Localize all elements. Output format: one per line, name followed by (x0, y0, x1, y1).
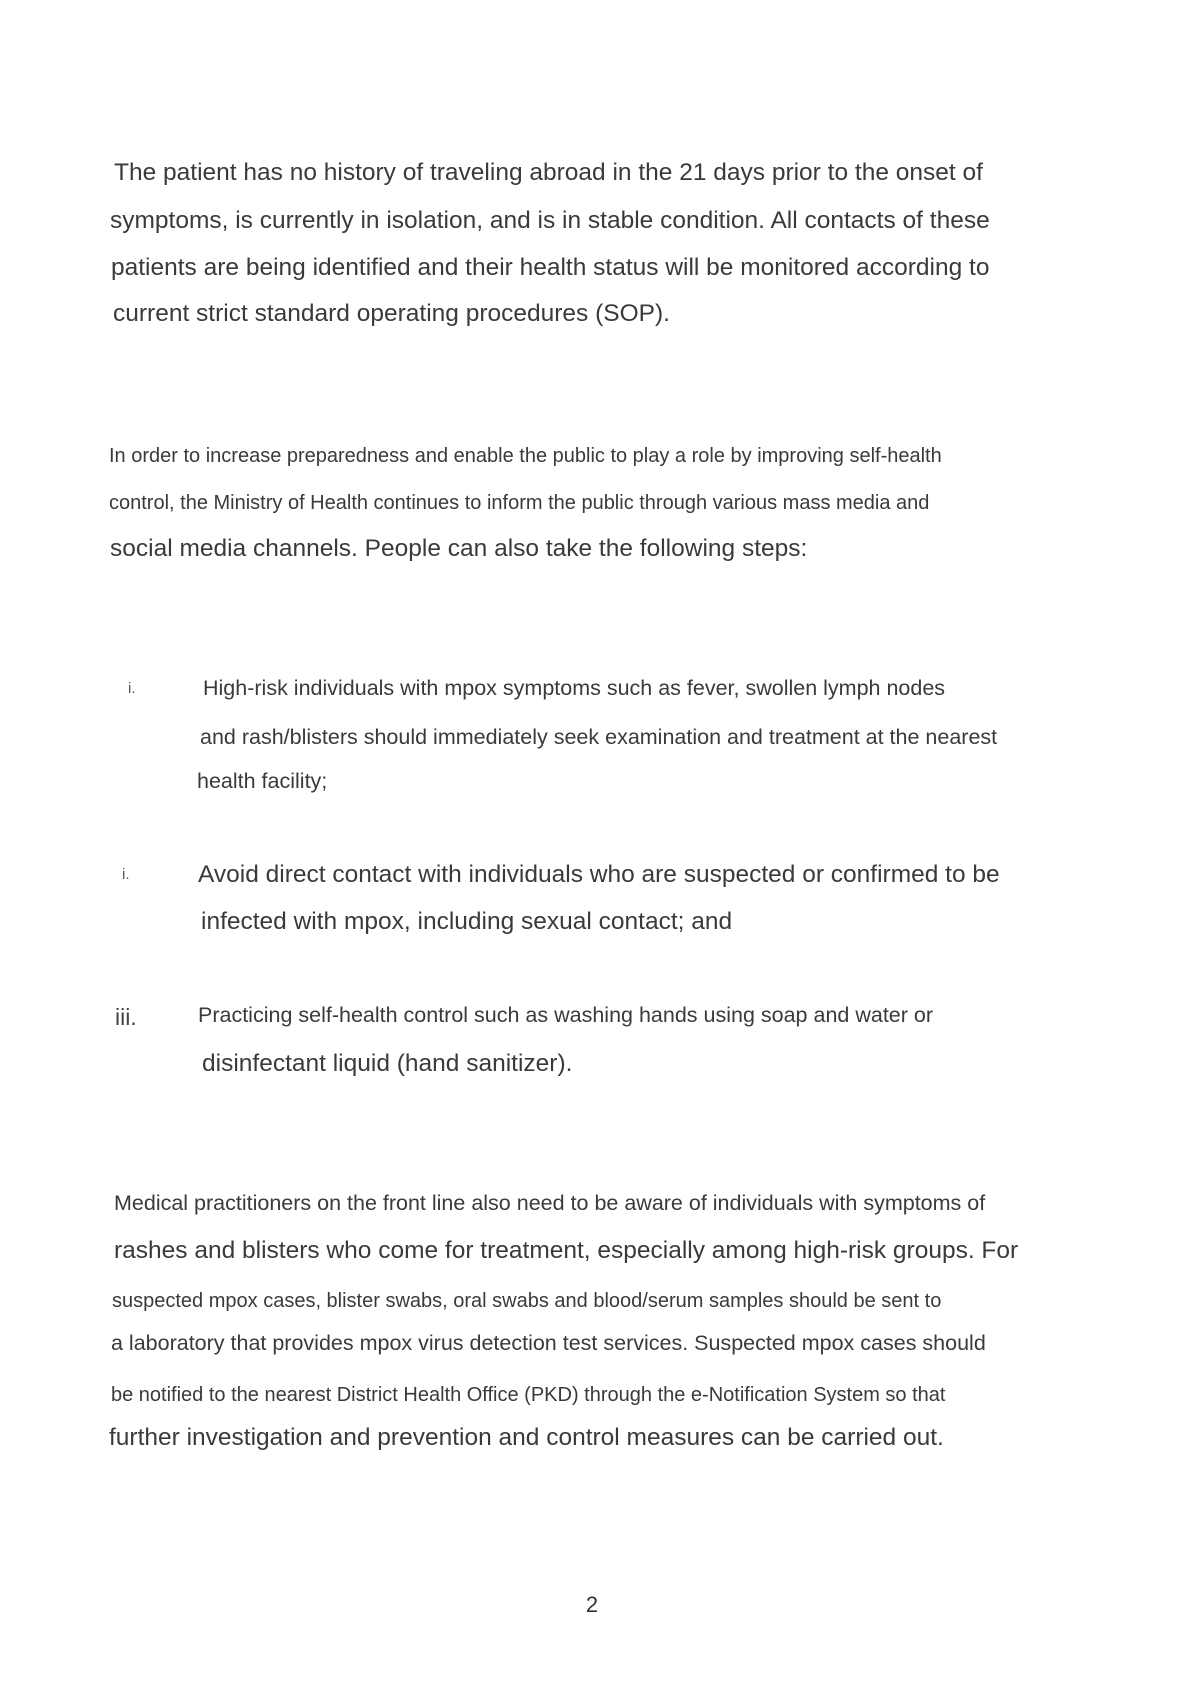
paragraph-line: patients are being identified and their health status will be monitored according to (111, 254, 990, 281)
page-number: 2 (585, 1592, 599, 1617)
paragraph-line: suspected mpox cases, blister swabs, oral swabs and blood/serum samples should be sent to (112, 1290, 942, 1312)
paragraph-line: further investigation and prevention and control measures can be carried out. (109, 1424, 944, 1451)
list-item-line: health facility; (197, 769, 328, 793)
list-item-line: infected with mpox, including sexual contact; and (201, 908, 733, 935)
paragraph-line: Medical practitioners on the front line also need to be aware of individuals with symptoms of (114, 1191, 986, 1215)
paragraph-line: current strict standard operating procedures (SOP). (113, 300, 670, 327)
list-marker: i. (122, 866, 130, 883)
paragraph-line: a laboratory that provides mpox virus detection test services. Suspected mpox cases should (111, 1331, 986, 1355)
list-item-line: Avoid direct contact with individuals who are suspected or confirmed to be (198, 861, 1000, 888)
list-item-line: High-risk individuals with mpox symptoms such as fever, swollen lymph nodes (203, 676, 946, 700)
paragraph-line: be notified to the nearest District Health Office (PKD) through the e-Notification System so that (111, 1384, 946, 1406)
list-item-line: and rash/blisters should immediately seek examination and treatment at the nearest (200, 725, 998, 749)
paragraph-line: rashes and blisters who come for treatment, especially among high-risk groups. For (114, 1237, 1019, 1264)
paragraph-line: In order to increase preparedness and enable the public to play a role by improving self-health (109, 445, 942, 467)
paragraph-line: symptoms, is currently in isolation, and is in stable condition. All contacts of these (110, 207, 990, 234)
paragraph-line: control, the Ministry of Health continues to inform the public through various mass media and (109, 492, 930, 514)
list-marker: i. (128, 680, 136, 697)
list-marker: iii. (115, 1004, 137, 1030)
paragraph-line: social media channels. People can also take the following steps: (110, 535, 808, 562)
list-item-line: disinfectant liquid (hand sanitizer). (202, 1050, 573, 1077)
list-item-line: Practicing self-health control such as washing hands using soap and water or (198, 1003, 933, 1027)
paragraph-line: The patient has no history of traveling abroad in the 21 days prior to the onset of (114, 159, 983, 186)
